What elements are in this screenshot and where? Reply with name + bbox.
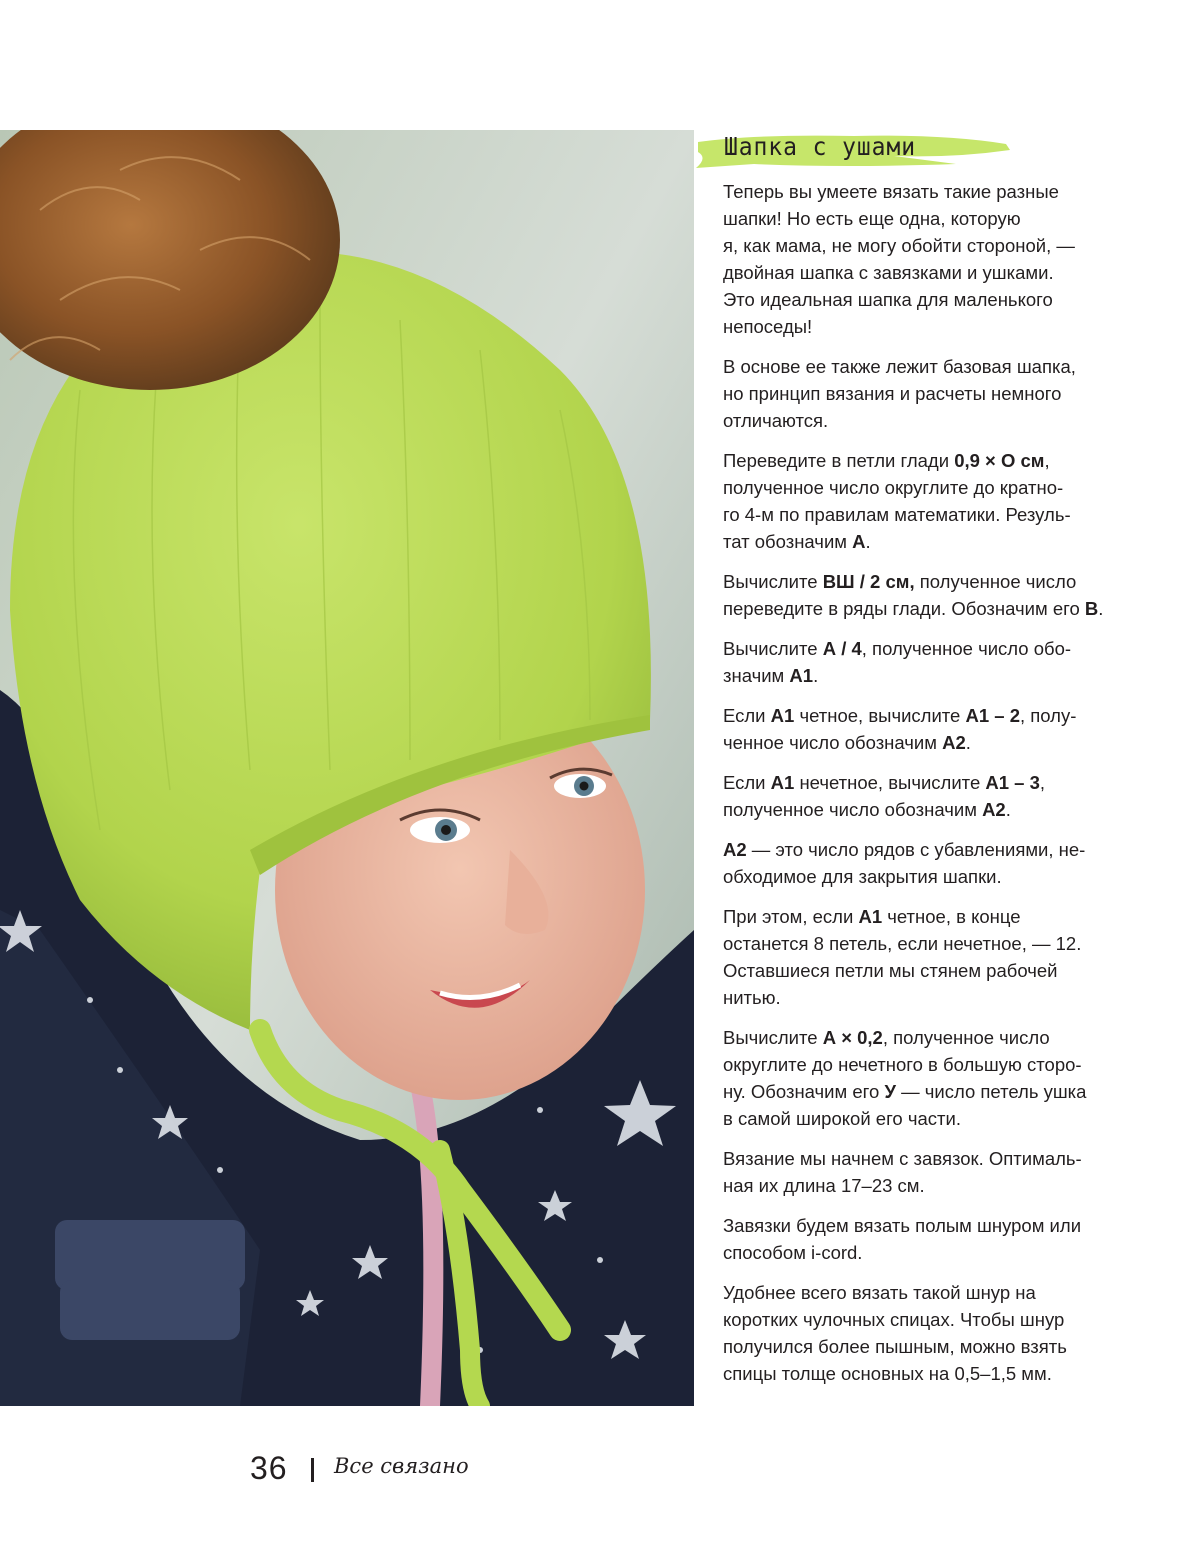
section-heading xyxy=(694,128,1014,172)
text-run: При этом, если xyxy=(723,906,859,927)
text-run: ная их длина 17–23 см. xyxy=(723,1175,925,1196)
text-run: , полученное число обо- xyxy=(861,638,1072,659)
text-run: — число петель ушка xyxy=(895,1081,1087,1102)
text-run: , xyxy=(1044,450,1050,471)
text-run: . xyxy=(965,732,971,753)
bold-term: У xyxy=(884,1081,896,1102)
text-run: четное, вычислите xyxy=(794,705,966,726)
text-run: способом i-cord. xyxy=(723,1242,863,1263)
text-run: тат обозначим xyxy=(723,531,853,552)
paragraph xyxy=(723,447,1113,555)
text-run: . xyxy=(1005,799,1011,820)
text-run: значим xyxy=(723,665,790,686)
text-run: Вычислите xyxy=(723,1027,823,1048)
text-run: , полу- xyxy=(1020,705,1077,726)
text-run: округлите до нечетного в большую сторо- xyxy=(723,1054,1082,1075)
text-run: Если xyxy=(723,705,771,726)
text-run: четное, в конце xyxy=(882,906,1021,927)
footer-separator xyxy=(311,1458,314,1482)
text-run: обходимое для закрытия шапки. xyxy=(723,866,1002,887)
text-run: Теперь вы умеете вязать такие разные xyxy=(723,181,1059,202)
bold-term: А1 – 3 xyxy=(985,772,1040,793)
bold-term: А2 xyxy=(723,839,747,860)
text-run: Завязки будем вязать полым шнуром или xyxy=(723,1215,1082,1236)
bold-term: А1 – 2 xyxy=(965,705,1020,726)
paragraph xyxy=(723,769,1113,823)
body-text xyxy=(723,178,1113,1400)
text-run: Переведите в петли глади xyxy=(723,450,955,471)
text-run: в самой широкой его части. xyxy=(723,1108,961,1129)
book-title: Все связано xyxy=(334,1454,469,1478)
text-run: получился более пышным, можно взять xyxy=(723,1336,1067,1357)
bold-term: А2 xyxy=(982,799,1006,820)
text-run: останется 8 петель, если нечетное, — 12. xyxy=(723,933,1082,954)
paragraph xyxy=(723,1212,1113,1266)
text-run: нечетное, вычислите xyxy=(794,772,986,793)
text-run: непоседы! xyxy=(723,316,813,337)
text-run: . xyxy=(813,665,819,686)
text-run: — это число рядов с убавлениями, не- xyxy=(746,839,1086,860)
text-run: коротких чулочных спицах. Чтобы шнур xyxy=(723,1309,1065,1330)
text-run: нитью. xyxy=(723,987,781,1008)
heading-text: Шапка с ушами xyxy=(724,132,916,161)
text-run: но принцип вязания и расчеты немного xyxy=(723,383,1062,404)
bold-term: 0,9 × О см xyxy=(954,450,1045,471)
text-run: В основе ее также лежит базовая шапка, xyxy=(723,356,1076,377)
bold-term: А1 xyxy=(858,906,883,927)
text-run: го 4-м по правилам математики. Резуль- xyxy=(723,504,1071,525)
paragraph xyxy=(723,1279,1113,1387)
bold-term: А1 xyxy=(789,665,814,686)
paragraph xyxy=(723,903,1113,1011)
text-run: полученное число обозначим xyxy=(723,799,983,820)
bold-term: В xyxy=(1084,598,1099,619)
text-run: Вязание мы начнем с завязок. Оптималь- xyxy=(723,1148,1082,1169)
paragraph xyxy=(723,1145,1113,1199)
bold-term: А × 0,2 xyxy=(822,1027,883,1048)
text-run: переведите в ряды глади. Обозначим его xyxy=(723,598,1085,619)
text-run: ченное число обозначим xyxy=(723,732,943,753)
text-run: Удобнее всего вязать такой шнур на xyxy=(723,1282,1036,1303)
text-run: . xyxy=(865,531,871,552)
bold-term: А1 xyxy=(770,772,795,793)
text-run: двойная шапка с завязками и ушками. xyxy=(723,262,1054,283)
text-run: спицы толще основных на 0,5–1,5 мм. xyxy=(723,1363,1052,1384)
text-run: ну. Обозначим его xyxy=(723,1081,885,1102)
bold-term: А xyxy=(852,531,866,552)
text-run: Вычислите xyxy=(723,571,823,592)
text-run: Оставшиеся петли мы стянем рабочей xyxy=(723,960,1058,981)
paragraph xyxy=(723,702,1113,756)
bold-term: ВШ / 2 см, xyxy=(822,571,915,592)
text-run: Вычислите xyxy=(723,638,823,659)
text-run: Это идеальная шапка для маленького xyxy=(723,289,1053,310)
paragraph xyxy=(723,568,1113,622)
text-run: Если xyxy=(723,772,771,793)
child-hat-photo xyxy=(0,130,694,1406)
bold-term: А / 4 xyxy=(822,638,862,659)
text-run: , полученное число xyxy=(882,1027,1050,1048)
text-run: . xyxy=(1098,598,1104,619)
text-run: я, как мама, не могу обойти стороной, — xyxy=(723,235,1075,256)
photo-illustration xyxy=(0,130,694,1406)
paragraph xyxy=(723,836,1113,890)
paragraph xyxy=(723,635,1113,689)
bold-term: А2 xyxy=(942,732,966,753)
text-run: отличаются. xyxy=(723,410,829,431)
paragraph xyxy=(723,353,1113,434)
paragraph xyxy=(723,1024,1113,1132)
page-number: 36 xyxy=(250,1450,288,1486)
text-run: шапки! Но есть еще одна, которую xyxy=(723,208,1021,229)
text-run: полученное число округлите до кратно- xyxy=(723,477,1064,498)
paragraph xyxy=(723,178,1113,340)
bold-term: А1 xyxy=(770,705,795,726)
text-run: , xyxy=(1039,772,1046,793)
text-run: полученное число xyxy=(914,571,1077,592)
